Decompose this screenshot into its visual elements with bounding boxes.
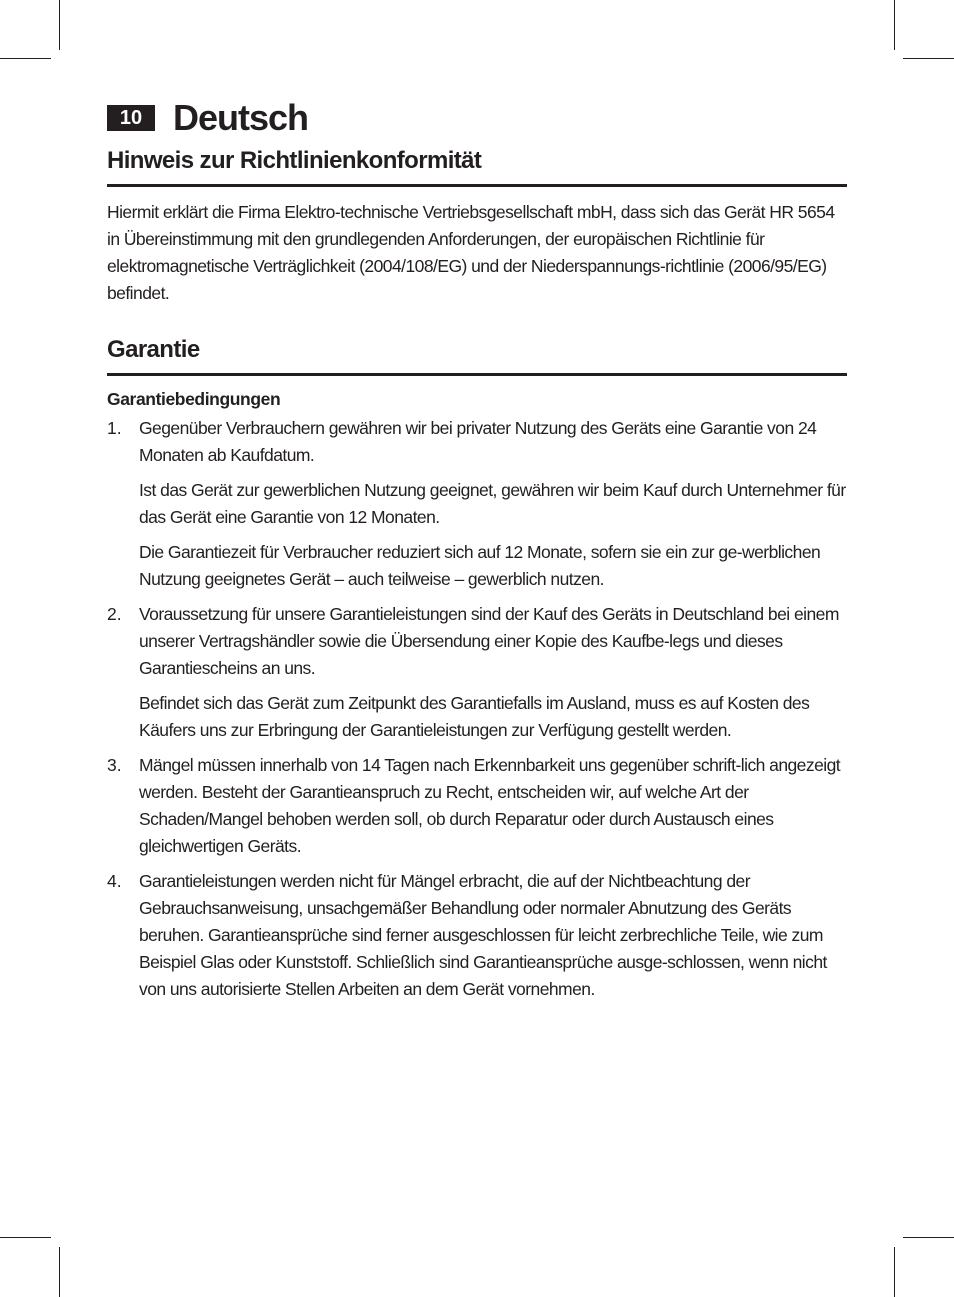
- page-header: [107, 96, 847, 140]
- crop-mark-bottom-right-horizontal: [903, 1237, 954, 1238]
- warranty-conditions-subheading: Garantiebedingungen: [107, 389, 281, 409]
- list-item: [107, 868, 847, 1003]
- warranty-heading: Garantie: [107, 335, 847, 376]
- list-item-paragraph: Mängel müssen innerhalb von 14 Tagen nach Erkennbarkeit uns gegenüber schrift-lich angezeigt werden. Besteht der Garantieanspruch zu Recht, entscheiden wir, auf welche Art der Schaden/Mangel behoben werden soll, ob durch Reparatur oder durch Austausch eines gleichwertigen Geräts.: [139, 755, 841, 856]
- crop-mark-bottom-left-vertical: [59, 1247, 60, 1297]
- crop-mark-bottom-right-vertical: [894, 1247, 895, 1297]
- crop-mark-bottom-left-horizontal: [0, 1237, 51, 1238]
- crop-mark-top-right-vertical: [894, 0, 895, 50]
- list-item: [107, 752, 847, 860]
- list-item-paragraph: Gegenüber Verbrauchern gewähren wir bei privater Nutzung des Geräts eine Garantie von 24 Monaten ab Kaufdatum.: [139, 418, 817, 465]
- conformity-heading: Hinweis zur Richtlinienkonformität: [107, 146, 847, 187]
- crop-mark-top-left-horizontal: [0, 58, 51, 59]
- warranty-conditions-list: [107, 415, 847, 1003]
- list-item-number: 1.: [107, 418, 122, 438]
- page-number-badge: 10: [107, 105, 155, 131]
- list-item-number: 3.: [107, 755, 122, 775]
- crop-mark-top-right-horizontal: [903, 58, 954, 59]
- crop-mark-top-left-vertical: [59, 0, 60, 50]
- list-item-paragraph: Voraussetzung für unsere Garantieleistungen sind der Kauf des Geräts in Deutschland bei einem unserer Vertragshändler sowie die Übersendung einer Kopie des Kaufbe-legs und dieses Garantiescheins an uns.: [139, 604, 839, 678]
- list-item-number: 2.: [107, 604, 122, 624]
- manual-page: [107, 96, 847, 1011]
- conformity-text: Hiermit erklärt die Firma Elektro-technische Vertriebsgesellschaft mbH, dass sich das Gerät HR 5654 in Übereinstimmung mit den grundlegenden Anforderungen, der europäischen Richtlinie für elektromagnetische Verträglichkeit (2004/108/EG) und der Niederspannungs-richtlinie (2006/95/EG) befindet.: [107, 202, 835, 303]
- list-item: [107, 415, 847, 593]
- list-item-number: 4.: [107, 871, 122, 891]
- language-title: Deutsch: [173, 97, 309, 138]
- list-item: [107, 601, 847, 744]
- list-item-paragraph: Befindet sich das Gerät zum Zeitpunkt des Garantiefalls im Ausland, muss es auf Kosten des Käufers uns zur Erbringung der Garantieleistungen zur Verfügung gestellt werden.: [139, 693, 810, 740]
- list-item-paragraph: Garantieleistungen werden nicht für Mängel erbracht, die auf der Nichtbeachtung der Gebrauchsanweisung, unsachgemäßer Behandlung oder normaler Abnutzung des Geräts beruhen. Garantieansprüche sind ferner ausgeschlossen für leicht zerbrechliche Teile, wie zum Beispiel Glas oder Kunststoff. Schließlich sind Garantieansprüche ausge-schlossen, wenn nicht von uns autorisierte Stellen Arbeiten an dem Gerät vornehmen.: [139, 871, 827, 999]
- list-item-paragraph: Ist das Gerät zur gewerblichen Nutzung geeignet, gewähren wir beim Kauf durch Unternehmer für das Gerät eine Garantie von 12 Monaten.: [139, 480, 846, 527]
- list-item-paragraph: Die Garantiezeit für Verbraucher reduziert sich auf 12 Monate, sofern sie ein zur ge-werblichen Nutzung geeignetes Gerät – auch teilweise – gewerblich nutzen.: [139, 542, 821, 589]
